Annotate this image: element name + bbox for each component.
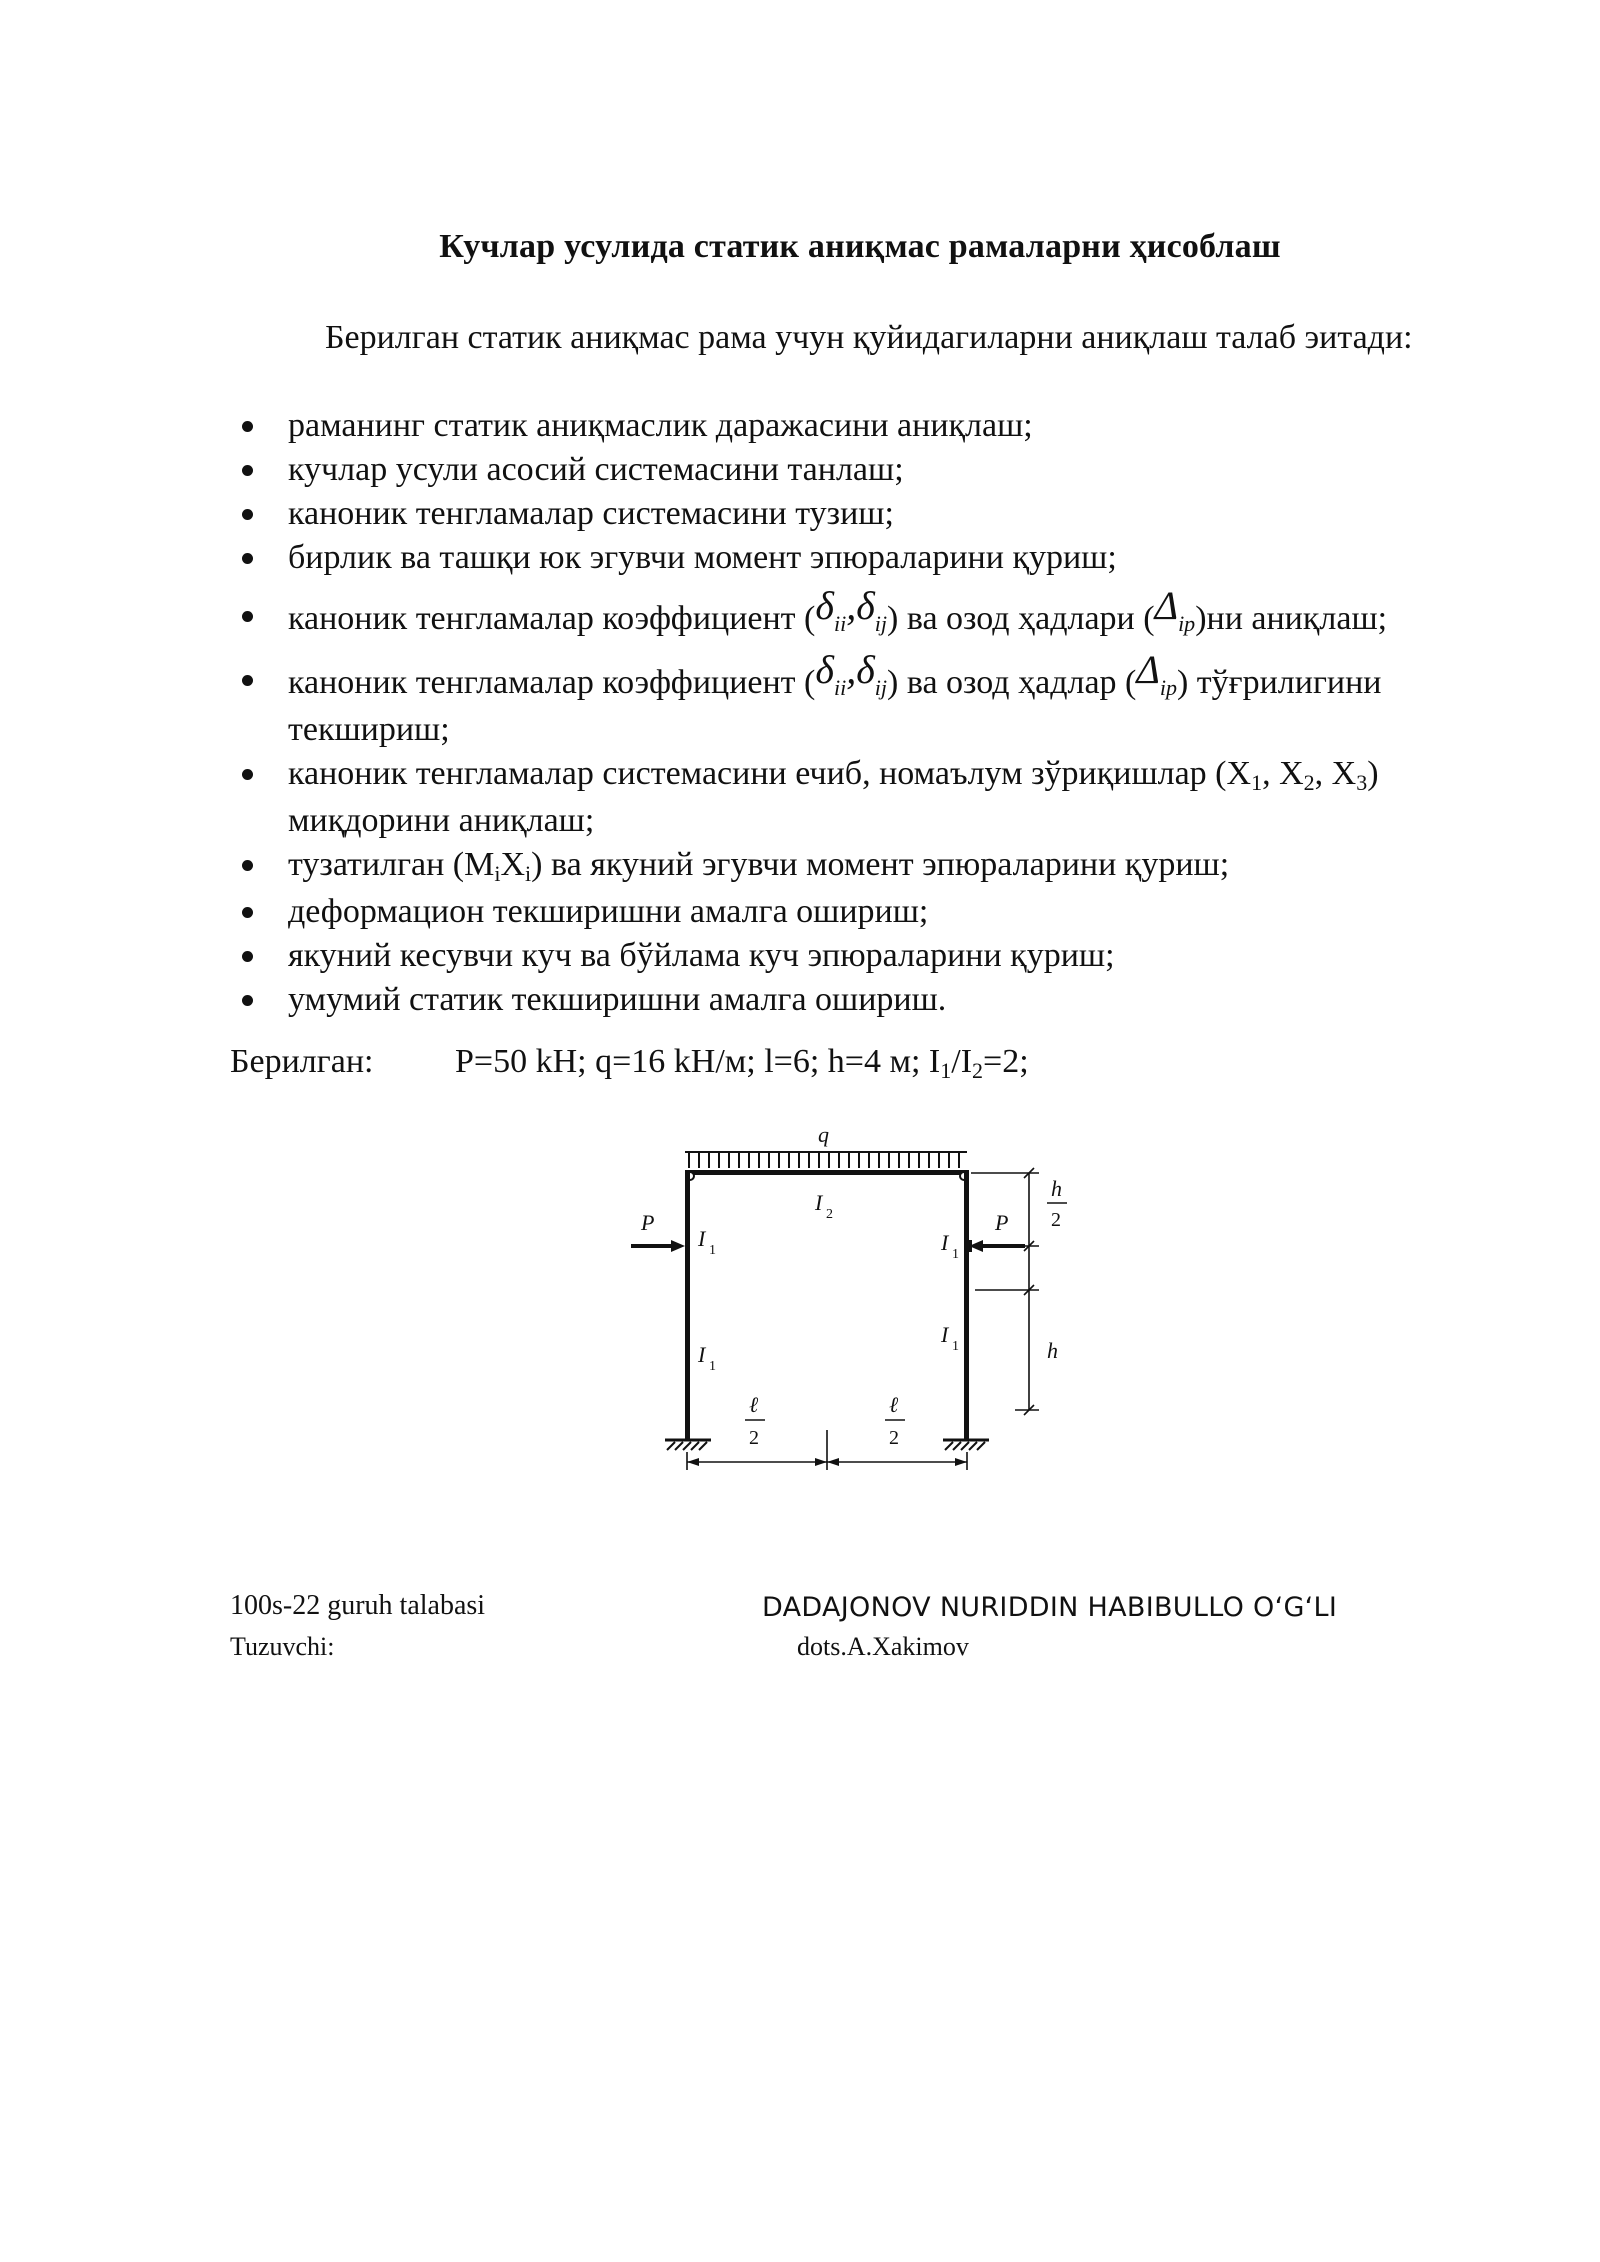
left-fixed-support [665,1440,711,1450]
student-label: 100s-22 guruh talabasi [230,1590,486,1621]
subscript-1: 1 [940,1058,952,1083]
list-item-text: тузатилган (M [288,846,495,883]
subscript-2: 2 [972,1058,984,1083]
right-column [964,1172,969,1440]
list-item-text: ) ва озод ҳадлар ( [887,664,1137,701]
list-item-text: ) ва якуний эгувчи момент эпюраларини қуриш; [531,846,1230,883]
delta-symbol: δ [815,583,834,628]
subscript-2: 2 [1303,770,1315,795]
given-label: Берилган: [230,1043,374,1080]
capital-delta-symbol: Δ [1154,583,1179,628]
list-item [230,978,1470,1022]
delta-symbol: δ [856,647,875,692]
bullet-icon [242,907,253,918]
author-label: Tuzuvchi: [230,1632,335,1661]
list-item-text: бирлик ва ташқи юк эгувчи момент эпюраларини қуриш; [288,539,1117,576]
subscript-ij: ij [874,675,888,700]
subscript-ip: ip [1159,675,1177,700]
list-item-text: каноник тенгламалар системасини тузиш; [288,495,894,532]
subscript-ii: ii [833,611,847,636]
stiffness-subscript: 1 [952,1247,959,1262]
list-item-text: )ни аниқлаш; [1195,600,1388,637]
list-item-text: каноник тенгламалар коэффициент ( [288,664,816,701]
list-item [230,934,1470,978]
stiffness-label: I [815,1190,823,1215]
list-item-text: ) тўғрилигини текшириш; [288,664,1382,748]
load-arrows [689,1152,959,1168]
subscript-i: i [525,861,532,886]
list-item-text: X [500,846,526,883]
stiffness-subscript: 1 [952,1339,959,1354]
bullet-icon [242,421,253,432]
list-item-text: кучлар усули асосий системасини танлаш; [288,451,904,488]
list-item-text: якуний кесувчи куч ва бўйлама куч эпюраларини қуриш; [288,937,1115,974]
document-title: Кучлар усулида статик аниқмас рамаларни ҳисоблаш [439,228,1281,265]
stiffness-label: I [941,1322,949,1347]
stiffness-subscript: 1 [709,1243,716,1258]
frame-diagram [615,1110,1095,1470]
list-item [230,647,1470,752]
given-values: P=50 kH; q=16 kH/м; l=6; h=4 м; I [455,1043,941,1080]
height-label: h [1047,1338,1058,1363]
distributed-load [685,1152,967,1168]
list-item-text: ) ва озод ҳадлари ( [887,600,1155,637]
bullet-icon [242,995,253,1006]
right-fixed-support [943,1440,989,1450]
half-span-denominator: 2 [889,1427,899,1449]
author-name: dots.A.Xakimov [797,1632,969,1661]
stiffness-subscript: 2 [826,1207,833,1222]
stiffness-label: I [941,1230,949,1255]
symbol-comma: , [846,583,857,628]
given-values-line [230,1040,1470,1087]
half-span-denominator: 2 [749,1427,759,1449]
stiffness-subscript: 1 [709,1359,716,1374]
list-item-text: каноник тенгламалар коэффициент ( [288,600,816,637]
list-item-text: , X [1314,755,1357,792]
bullet-icon [242,509,253,520]
left-point-load [631,1240,685,1252]
right-load-label: P [995,1210,1009,1235]
list-item-text: ) миқдорини аниқлаш; [288,755,1379,839]
list-item-text: , X [1262,755,1304,792]
bullet-icon [242,465,253,476]
list-item [230,890,1470,934]
list-item-text: деформацион текширишни амалга ошириш; [288,893,929,930]
delta-symbol: δ [856,583,875,628]
list-item [230,843,1470,890]
stiffness-label: I [698,1226,706,1251]
half-height-denominator: 2 [1051,1209,1061,1231]
load-q-label: q [818,1122,829,1147]
intro-paragraph [230,316,1460,360]
left-column [685,1172,690,1440]
symbol-comma: , [846,647,857,692]
subscript-i: i [494,861,501,886]
task-list [230,404,1470,1022]
half-height-numerator: h [1051,1176,1062,1201]
bullet-icon [242,675,253,686]
list-item [230,448,1470,492]
capital-delta-symbol: Δ [1136,647,1160,692]
list-item-text: раманинг статик аниқмаслик даражасини аниқлаш; [288,407,1033,444]
bullet-icon [242,611,253,622]
student-name: DADAJONOV NURIDDIN HABIBULLO O‘G‘LI [762,1592,1338,1623]
half-span-numerator: ℓ [749,1392,759,1417]
list-item [230,536,1470,580]
given-values: /I [951,1043,973,1080]
list-item [230,583,1470,644]
given-values: =2; [983,1043,1029,1080]
list-item [230,752,1470,843]
subscript-3: 3 [1356,770,1368,795]
bullet-icon [242,553,253,564]
list-item-text: умумий статик текширишни амалга ошириш. [288,981,947,1018]
frame-beam [685,1170,969,1175]
left-load-label: P [641,1210,655,1235]
subscript-ii: ii [833,675,847,700]
list-item-text: каноник тенгламалар системасини ечиб, номаълум зўриқишлар (X [288,755,1252,792]
bullet-icon [242,951,253,962]
delta-symbol: δ [815,647,834,692]
half-span-numerator: ℓ [889,1392,899,1417]
subscript-1: 1 [1251,770,1263,795]
bullet-icon [242,769,253,780]
intro-text: Берилган статик аниқмас рама учун қуйидагиларни аниқлаш талаб эитади: [325,319,1413,356]
span-dimension [687,1430,967,1470]
stiffness-label: I [698,1342,706,1367]
list-item [230,404,1470,448]
subscript-ip: ip [1178,611,1196,636]
list-item [230,492,1470,536]
subscript-ij: ij [874,611,888,636]
height-dimension [971,1168,1039,1415]
bullet-icon [242,860,253,871]
